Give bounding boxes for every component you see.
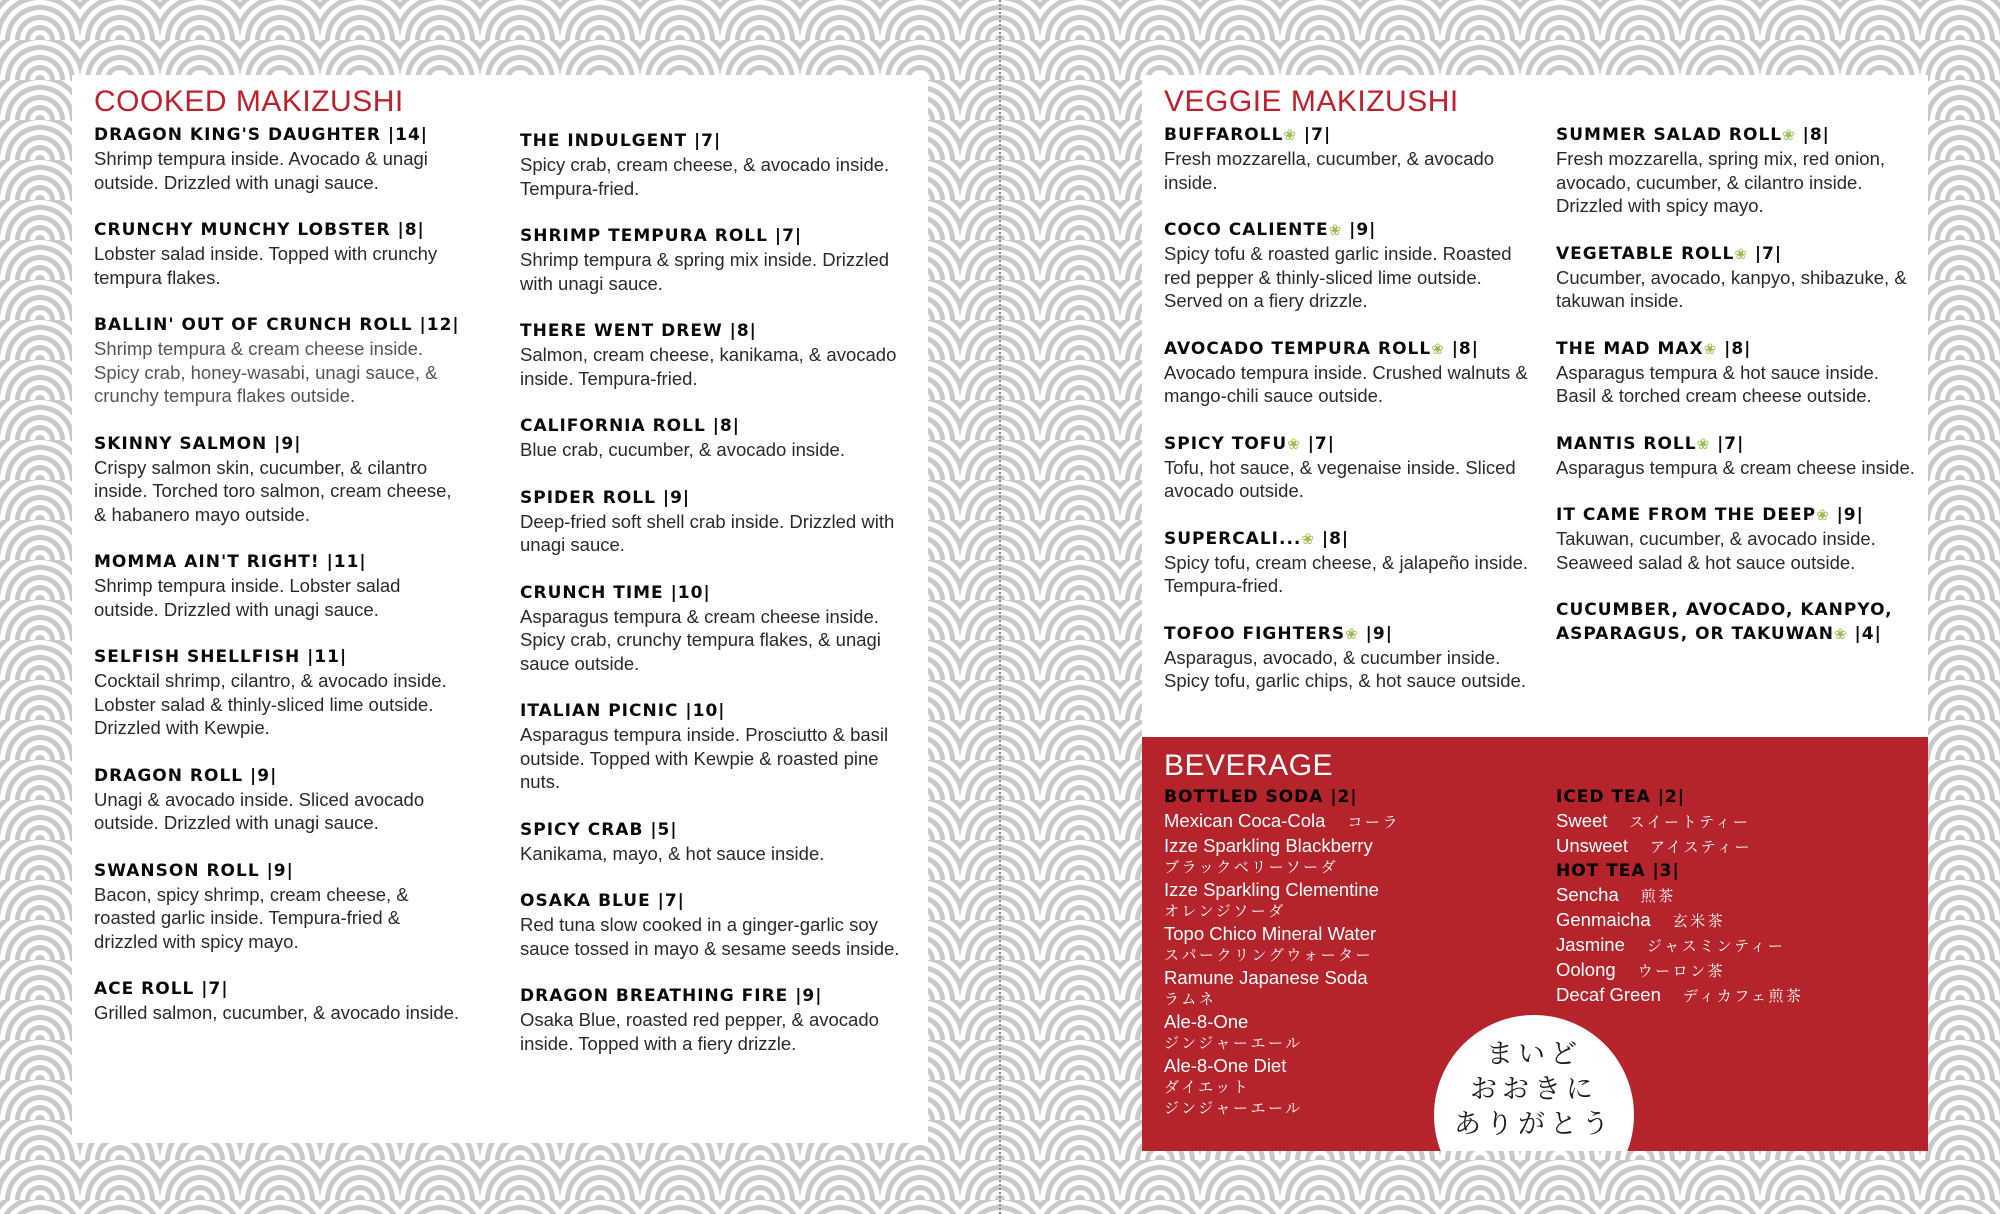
menu-item [520,699,900,794]
tea-item: Decaf Green ディカフェ煎茶 [1556,984,1804,1005]
item-description: Avocado tempura inside. Crushed walnuts & mango-chili sauce outside. [1164,361,1528,406]
menu-item [1164,527,1534,598]
item-description: Asparagus tempura & hot sauce inside. Basil & torched cream cheese outside. [1556,361,1879,406]
menu-item [94,977,464,1025]
item-name: TOFOO FIGHTERS❀ |9| [1164,623,1393,644]
thank-you-line: おおきに [1470,1074,1598,1105]
veggie-column-1 [1164,123,1534,693]
cooked-section-title: COOKED MAKIZUSHI [94,85,404,118]
menu-item [520,129,900,200]
vegetarian-leaf-icon: ❀ [1816,506,1830,524]
cooked-column-1 [94,123,464,1025]
item-name: THERE WENT DREW |8| [520,321,757,341]
item-description: Red tuna slow cooked in a ginger-garlic soy sauce tossed in mayo & sesame seeds inside. [520,914,900,959]
item-name: SWANSON ROLL |9| [94,860,294,881]
item-description: Asparagus tempura & cream cheese inside. [1556,456,1915,478]
vegetarian-leaf-icon: ❀ [1696,434,1711,453]
vegetarian-leaf-icon: ❀ [1431,339,1445,358]
menu-item [1164,432,1534,503]
menu-item [1556,337,1918,408]
soda-item: Ramune Japanese Soda [1164,967,1368,988]
menu-item [94,432,464,527]
soda-item-japanese: ジンジャーエール [1164,1034,1303,1052]
menu-item [1164,218,1534,313]
item-name: SPIDER ROLL |9| [520,487,691,508]
menu-item [94,645,464,740]
vegetarian-leaf-icon: ❀ [1703,339,1718,358]
menu-item [1556,598,1918,646]
soda-item-japanese: ラムネ [1164,990,1217,1008]
soda-item-japanese: スパークリングウォーター [1164,946,1374,964]
item-name: BUFFAROLL❀ |7| [1164,125,1332,145]
tea-column [1556,785,1918,1008]
item-name: SUPERCALI...❀ |8| [1164,528,1350,549]
menu-item [520,581,900,676]
tea-item: Sweet スイートティー [1556,810,1751,831]
item-name: COCO CALIENTE❀ |9| [1164,220,1377,240]
cooked-column-2 [520,129,900,1055]
item-description: Lobster salad inside. Topped with crunchy tempura flakes. [94,243,438,288]
veggie-makizushi-panel [1142,75,1928,737]
page-fold-line [999,0,1001,1214]
item-description: Bacon, spicy shrimp, cream cheese, & roasted garlic inside. Tempura-fried & drizzled with spicy mayo. [94,883,409,952]
menu-item [520,414,900,462]
tea-item: Unsweet アイスティー [1556,835,1752,856]
item-name: MOMMA AIN'T RIGHT! |11| [94,552,367,572]
item-name: DRAGON KING'S DAUGHTER |14| [94,125,428,145]
vegetarian-leaf-icon: ❀ [1283,126,1297,144]
soda-item: Izze Sparkling Blackberry [1164,835,1373,856]
vegetarian-leaf-icon: ❀ [1287,434,1301,453]
vegetarian-leaf-icon: ❀ [1834,625,1848,643]
vegetarian-leaf-icon: ❀ [1734,244,1748,263]
veggie-column-2 [1556,123,1918,646]
item-name: DRAGON ROLL |9| [94,765,278,786]
item-description: Salmon, cream cheese, kanikama, & avocado inside. Tempura-fried. [520,344,897,389]
menu-item [520,486,900,557]
item-name: BALLIN' OUT OF CRUNCH ROLL |12| [94,315,460,335]
menu-item [94,313,464,408]
item-description: Spicy crab, cream cheese, & avocado inside. Tempura-fried. [520,154,890,199]
item-name: SPICY CRAB |5| [520,819,678,840]
menu-item [520,889,900,960]
item-description: Spicy tofu, cream cheese, & jalapeño inside. Tempura-fried. [1164,551,1529,596]
soda-item: Izze Sparkling Clementine [1164,879,1379,900]
hot-tea-heading: HOT TEA |3| [1556,861,1680,881]
soda-item: Mexican Coca-Cola コーラ [1164,810,1400,831]
item-description: Deep-fried soft shell crab inside. Drizzled with unagi sauce. [520,510,895,555]
item-name: THE MAD MAX❀ |8| [1556,338,1752,359]
soda-item-japanese: オレンジソーダ [1164,902,1286,920]
iced-tea-heading: ICED TEA |2| [1556,787,1685,807]
item-name: SKINNY SALMON |9| [94,433,302,454]
item-description: Blue crab, cucumber, & avocado inside. [520,439,845,460]
tea-item: Jasmine ジャスミンティー [1556,934,1786,955]
item-name: IT CAME FROM THE DEEP❀ |9| [1556,505,1864,525]
item-name: SPICY TOFU❀ |7| [1164,433,1335,454]
item-name: SUMMER SALAD ROLL❀ |8| [1556,125,1830,145]
item-description: Tofu, hot sauce, & vegenaise inside. Sliced avocado outside. [1164,456,1516,501]
vegetarian-leaf-icon: ❀ [1328,221,1343,239]
vegetarian-leaf-icon: ❀ [1345,624,1359,643]
item-description: Asparagus tempura inside. Prosciutto & basil outside. Topped with Kewpie & roasted pine nuts. [520,724,889,792]
item-description: Shrimp tempura inside. Avocado & unagi outside. Drizzled with unagi sauce. [94,148,428,193]
item-description: Spicy tofu & roasted garlic inside. Roasted red pepper & thinly-sliced lime outside. Served on a fiery drizzle. [1164,243,1512,311]
tea-item: Sencha 煎茶 [1556,884,1676,905]
vegetarian-leaf-icon: ❀ [1301,529,1315,548]
item-description: Crispy salmon skin, cucumber, & cilantro inside. Torched toro salmon, cream cheese, & habanero mayo outside. [94,456,452,525]
menu-item [94,859,464,954]
item-description: Kanikama, mayo, & hot sauce inside. [520,842,825,864]
menu-item [94,764,464,835]
item-name: SELFISH SHELLFISH |11| [94,647,348,667]
veggie-section-title: VEGGIE MAKIZUSHI [1164,85,1459,118]
vegetarian-leaf-icon: ❀ [1782,126,1796,144]
item-name: ASPARAGUS, OR TAKUWAN❀ |4| [1556,624,1882,644]
item-name: CALIFORNIA ROLL |8| [520,416,740,436]
item-name: MANTIS ROLL❀ |7| [1556,433,1745,454]
thank-you-line: ありがとう [1454,1109,1614,1140]
menu-item [1556,123,1918,218]
beverage-section-title: BEVERAGE [1164,749,1334,782]
item-name: VEGETABLE ROLL❀ |7| [1556,243,1783,264]
item-name: THE INDULGENT |7| [520,131,722,151]
menu-item [94,218,464,289]
menu-item [520,984,900,1055]
item-description: Unagi & avocado inside. Sliced avocado outside. Drizzled with unagi sauce. [94,788,425,833]
item-description: Asparagus tempura & cream cheese inside. Spicy crab, crunchy tempura flakes, & unagi sauce outside. [520,605,881,674]
item-description: Asparagus, avocado, & cucumber inside. Spicy tofu, garlic chips, & hot sauce outside. [1164,646,1526,691]
item-description: Cocktail shrimp, cilantro, & avocado inside. Lobster salad & thinly-sliced lime outside. Drizzled with Kewpie. [94,670,447,738]
item-description: Shrimp tempura & spring mix inside. Drizzled with unagi sauce. [520,249,890,294]
item-description: Osaka Blue, roasted red pepper, & avocado inside. Topped with a fiery drizzle. [520,1009,879,1054]
soda-item: Ale-8-One [1164,1011,1249,1032]
item-name: ITALIAN PICNIC |10| [520,701,726,721]
item-description: Takuwan, cucumber, & avocado inside. Seaweed salad & hot sauce outside. [1556,528,1876,573]
menu-item [1164,337,1534,408]
thank-you-line: まいど [1486,1039,1582,1070]
item-name: AVOCADO TEMPURA ROLL❀ |8| [1164,338,1479,359]
bottled-soda-heading: BOTTLED SODA |2| [1164,787,1358,807]
soda-item-japanese: ジンジャーエール [1164,1099,1303,1117]
menu-item [1556,432,1918,480]
item-name: CRUNCHY MUNCHY LOBSTER |8| [94,220,425,240]
tea-item: Oolong ウーロン茶 [1556,959,1726,980]
item-name: CRUNCH TIME |10| [520,582,711,603]
item-name: OSAKA BLUE |7| [520,891,685,911]
menu-item [1556,242,1918,313]
item-description: Fresh mozzarella, spring mix, red onion, avocado, cucumber, & cilantro inside. Drizzled with spicy mayo. [1556,148,1886,216]
menu-item [520,818,900,866]
item-description: Grilled salmon, cucumber, & avocado inside. [94,1002,460,1023]
soda-item-japanese: ダイエット [1164,1078,1251,1096]
item-name: SHRIMP TEMPURA ROLL |7| [520,226,803,246]
cooked-makizushi-panel [72,75,928,1143]
item-description: Fresh mozzarella, cucumber, & avocado inside. [1164,148,1495,193]
soda-item: Topo Chico Mineral Water [1164,923,1377,944]
beverage-panel [1142,737,1928,1151]
soda-item: Ale-8-One Diet [1164,1055,1287,1076]
item-description: Shrimp tempura & cream cheese inside. Spicy crab, honey-wasabi, unagi sauce, & crunchy tempura flakes outside. [94,338,438,406]
item-name: ACE ROLL |7| [94,979,229,999]
menu-item [94,550,464,621]
menu-item [1164,622,1534,693]
item-description: Cucumber, avocado, kanpyo, shibazuke, & takuwan inside. [1556,266,1907,311]
item-name: CUCUMBER, AVOCADO, KANPYO, [1556,600,1893,620]
menu-item [1556,503,1918,574]
menu-item [520,319,900,390]
item-description: Shrimp tempura inside. Lobster salad outside. Drizzled with unagi sauce. [94,575,401,620]
menu-item [94,123,464,194]
item-name: DRAGON BREATHING FIRE |9| [520,986,823,1006]
soda-item-japanese: ブラックベリーソーダ [1164,858,1339,876]
menu-item [1164,123,1534,194]
menu-item [520,224,900,295]
tea-item: Genmaicha 玄米茶 [1556,909,1726,930]
